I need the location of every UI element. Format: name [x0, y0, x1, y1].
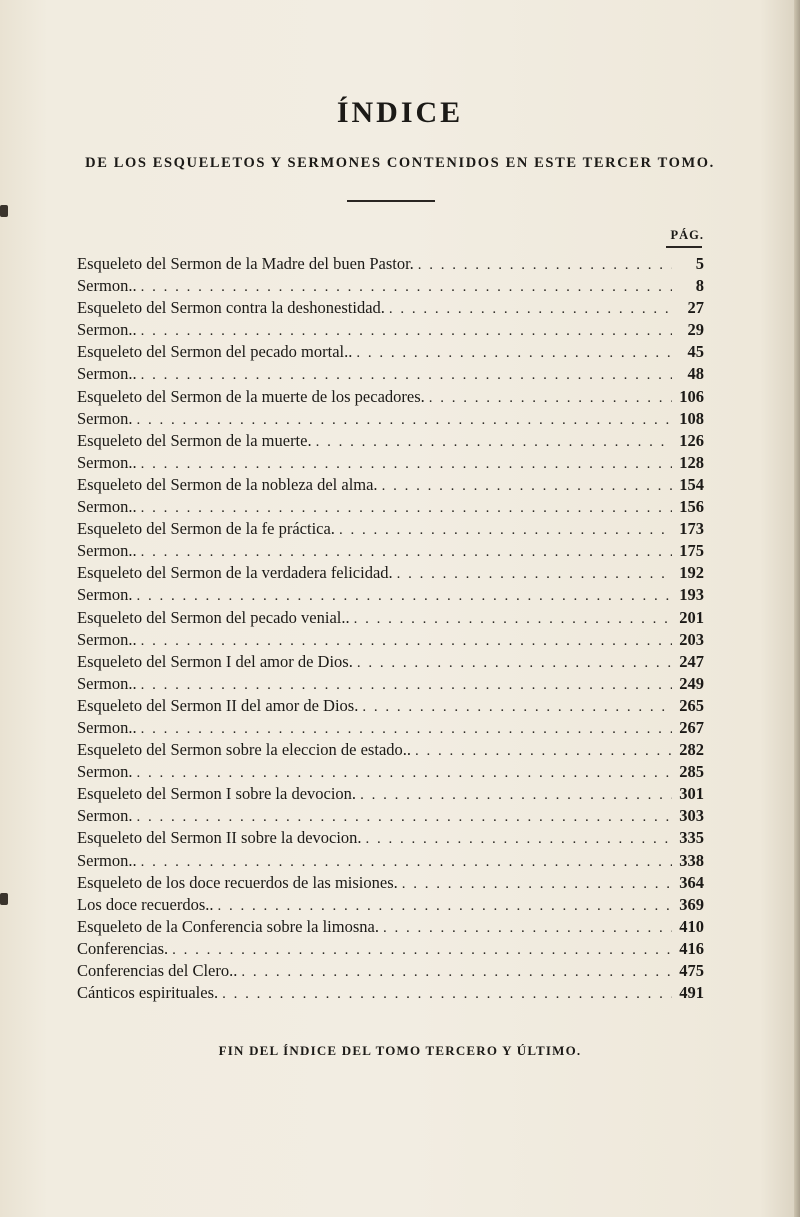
page-column-underline	[666, 246, 702, 248]
toc-entry	[77, 341, 704, 363]
toc-entry-title: Esqueleto del Sermon contra la deshonestidad.	[77, 298, 385, 318]
toc-entry-page: 410	[679, 916, 704, 936]
toc-entry-page: 175	[679, 541, 704, 561]
toc-entry	[77, 297, 704, 319]
toc-entry	[77, 430, 704, 452]
toc-entry-page: 193	[679, 585, 704, 605]
toc-entry-page: 249	[679, 673, 704, 693]
toc-entry-page: 265	[679, 695, 704, 715]
toc-entry	[77, 253, 704, 275]
toc-entry	[77, 982, 704, 1004]
toc-entry-page: 29	[687, 320, 704, 340]
toc-entry-page: 335	[679, 828, 704, 848]
toc-entry-page: 154	[679, 474, 704, 494]
dot-leader	[172, 939, 672, 961]
dot-leader	[136, 409, 672, 431]
toc-entry	[77, 562, 704, 584]
toc-entry-title: Sermon..	[77, 276, 137, 296]
dot-leader	[415, 740, 672, 762]
table-of-contents	[77, 253, 704, 1004]
toc-entry	[77, 894, 704, 916]
title-divider	[347, 200, 435, 202]
toc-entry	[77, 695, 704, 717]
toc-entry-title: Sermon.	[77, 585, 133, 605]
dot-leader	[141, 541, 672, 563]
toc-entry-title: Esqueleto del Sermon II sobre la devocion.	[77, 828, 362, 848]
toc-entry-page: 267	[679, 717, 704, 737]
toc-entry-title: Esqueleto de la Conferencia sobre la limosna.	[77, 916, 379, 936]
binding-mark	[0, 893, 8, 905]
page-title: ÍNDICE	[336, 96, 464, 129]
dot-leader	[362, 696, 672, 718]
dot-leader	[141, 630, 672, 652]
toc-entry	[77, 827, 704, 849]
toc-entry-page: 156	[679, 497, 704, 517]
toc-entry	[77, 518, 704, 540]
dot-leader	[136, 762, 672, 784]
toc-entry	[77, 496, 704, 518]
dot-leader	[397, 563, 672, 585]
dot-leader	[141, 364, 672, 386]
dot-leader	[141, 276, 672, 298]
toc-entry-title: Esqueleto del Sermon de la muerte de los pecadores.	[77, 386, 425, 406]
toc-entry	[77, 319, 704, 341]
dot-leader	[339, 519, 672, 541]
toc-entry-title: Esqueleto del Sermon de la nobleza del alma.	[77, 474, 378, 494]
toc-entry-page: 106	[679, 386, 704, 406]
dot-leader	[316, 431, 672, 453]
toc-entry-page: 285	[679, 762, 704, 782]
toc-entry-title: Los doce recuerdos..	[77, 894, 214, 914]
dot-leader	[141, 851, 672, 873]
toc-entry	[77, 275, 704, 297]
toc-entry-page: 364	[679, 872, 704, 892]
toc-entry	[77, 673, 704, 695]
toc-entry-title: Esqueleto del Sermon de la Madre del buen Pastor.	[77, 254, 414, 273]
toc-entry-page: 303	[679, 806, 704, 826]
toc-entry	[77, 916, 704, 938]
toc-entry-title: Sermon..	[77, 364, 137, 384]
toc-entry-page: 45	[687, 342, 704, 362]
toc-entry	[77, 540, 704, 562]
dot-leader	[366, 828, 672, 850]
toc-entry-page: 5	[695, 254, 704, 273]
toc-entry-page: 192	[679, 563, 704, 583]
dot-leader	[360, 784, 672, 806]
toc-entry-page: 475	[679, 961, 704, 980]
dot-leader	[356, 342, 672, 364]
dot-leader	[389, 298, 672, 320]
toc-entry	[77, 960, 704, 982]
toc-entry-page: 48	[687, 364, 704, 384]
toc-entry-title: Sermon.	[77, 408, 133, 428]
toc-entry	[77, 386, 704, 408]
toc-entry	[77, 651, 704, 673]
toc-entry-title: Esqueleto del Sermon del pecado venial..	[77, 607, 350, 627]
toc-entry	[77, 363, 704, 385]
toc-entry-page: 491	[679, 983, 704, 1003]
dot-leader	[141, 453, 672, 475]
page-edge	[794, 0, 800, 1217]
dot-leader	[418, 254, 672, 276]
toc-entry-page: 128	[679, 452, 704, 472]
dot-leader	[136, 806, 672, 828]
dot-leader	[241, 961, 672, 983]
toc-entry-page: 301	[679, 784, 704, 804]
page-column-label: PÁG.	[670, 228, 704, 242]
toc-entry-title: Sermon..	[77, 717, 137, 737]
toc-entry-title: Esqueleto del Sermon de la verdadera felicidad.	[77, 563, 393, 583]
index-footer: FIN DEL ÍNDICE DEL TOMO TERCERO Y ÚLTIMO.	[218, 1043, 582, 1058]
toc-entry	[77, 717, 704, 739]
toc-entry-page: 338	[679, 850, 704, 870]
dot-leader	[136, 585, 672, 607]
toc-entry-page: 126	[679, 430, 704, 450]
toc-entry	[77, 850, 704, 872]
toc-entry-page: 108	[679, 408, 704, 428]
toc-entry-title: Esqueleto del Sermon de la muerte.	[77, 430, 312, 450]
toc-entry	[77, 584, 704, 606]
toc-entry-page: 369	[679, 894, 704, 914]
toc-entry-title: Sermon..	[77, 452, 137, 472]
toc-entry-title: Conferencias del Clero..	[77, 961, 238, 980]
toc-entry-page: 8	[695, 276, 704, 296]
toc-entry-title: Conferencias.	[77, 938, 169, 958]
toc-entry-page: 416	[679, 938, 704, 958]
toc-entry-title: Sermon.	[77, 762, 133, 782]
toc-entry-title: Sermon..	[77, 629, 137, 649]
toc-entry-page: 201	[679, 607, 704, 627]
toc-entry	[77, 938, 704, 960]
toc-entry	[77, 783, 704, 805]
toc-entry	[77, 805, 704, 827]
toc-entry	[77, 761, 704, 783]
toc-entry-title: Esqueleto del Sermon de la fe práctica.	[77, 519, 335, 539]
toc-entry	[77, 607, 704, 629]
dot-leader	[357, 652, 672, 674]
toc-entry-page: 247	[679, 651, 704, 671]
toc-entry-title: Cánticos espirituales.	[77, 983, 219, 1003]
dot-leader	[141, 674, 672, 696]
dot-leader	[222, 983, 672, 1005]
toc-entry	[77, 452, 704, 474]
toc-entry-title: Sermon..	[77, 850, 137, 870]
toc-entry-page: 203	[679, 629, 704, 649]
toc-entry-title: Esqueleto del Sermon I sobre la devocion.	[77, 784, 357, 804]
toc-entry-title: Esqueleto del Sermon del pecado mortal..	[77, 342, 353, 362]
toc-entry-title: Sermon..	[77, 497, 137, 517]
toc-entry	[77, 474, 704, 496]
dot-leader	[429, 387, 672, 409]
dot-leader	[382, 475, 672, 497]
toc-entry-title: Sermon.	[77, 806, 133, 826]
toc-entry-title: Esqueleto del Sermon I del amor de Dios.	[77, 651, 353, 671]
dot-leader	[141, 320, 672, 342]
dot-leader	[402, 873, 672, 895]
toc-entry-title: Esqueleto del Sermon II del amor de Dios.	[77, 695, 359, 715]
dot-leader	[218, 895, 672, 917]
dot-leader	[354, 608, 672, 630]
toc-entry	[77, 408, 704, 430]
toc-entry	[77, 872, 704, 894]
toc-entry	[77, 629, 704, 651]
toc-entry-title: Sermon..	[77, 541, 137, 561]
toc-entry-page: 173	[679, 519, 704, 539]
binding-mark	[0, 205, 8, 217]
toc-entry-title: Sermon..	[77, 673, 137, 693]
dot-leader	[383, 917, 672, 939]
toc-entry-title: Esqueleto del Sermon sobre la eleccion de estado..	[77, 740, 412, 760]
toc-entry-page: 282	[679, 740, 704, 760]
page-subtitle: DE LOS ESQUELETOS Y SERMONES CONTENIDOS EN ESTE TERCER TOMO.	[85, 155, 715, 171]
toc-entry-title: Sermon..	[77, 320, 137, 340]
dot-leader	[141, 718, 672, 740]
toc-entry-page: 27	[687, 298, 704, 318]
toc-entry-title: Esqueleto de los doce recuerdos de las misiones.	[77, 872, 398, 892]
toc-entry	[77, 739, 704, 761]
dot-leader	[141, 497, 672, 519]
